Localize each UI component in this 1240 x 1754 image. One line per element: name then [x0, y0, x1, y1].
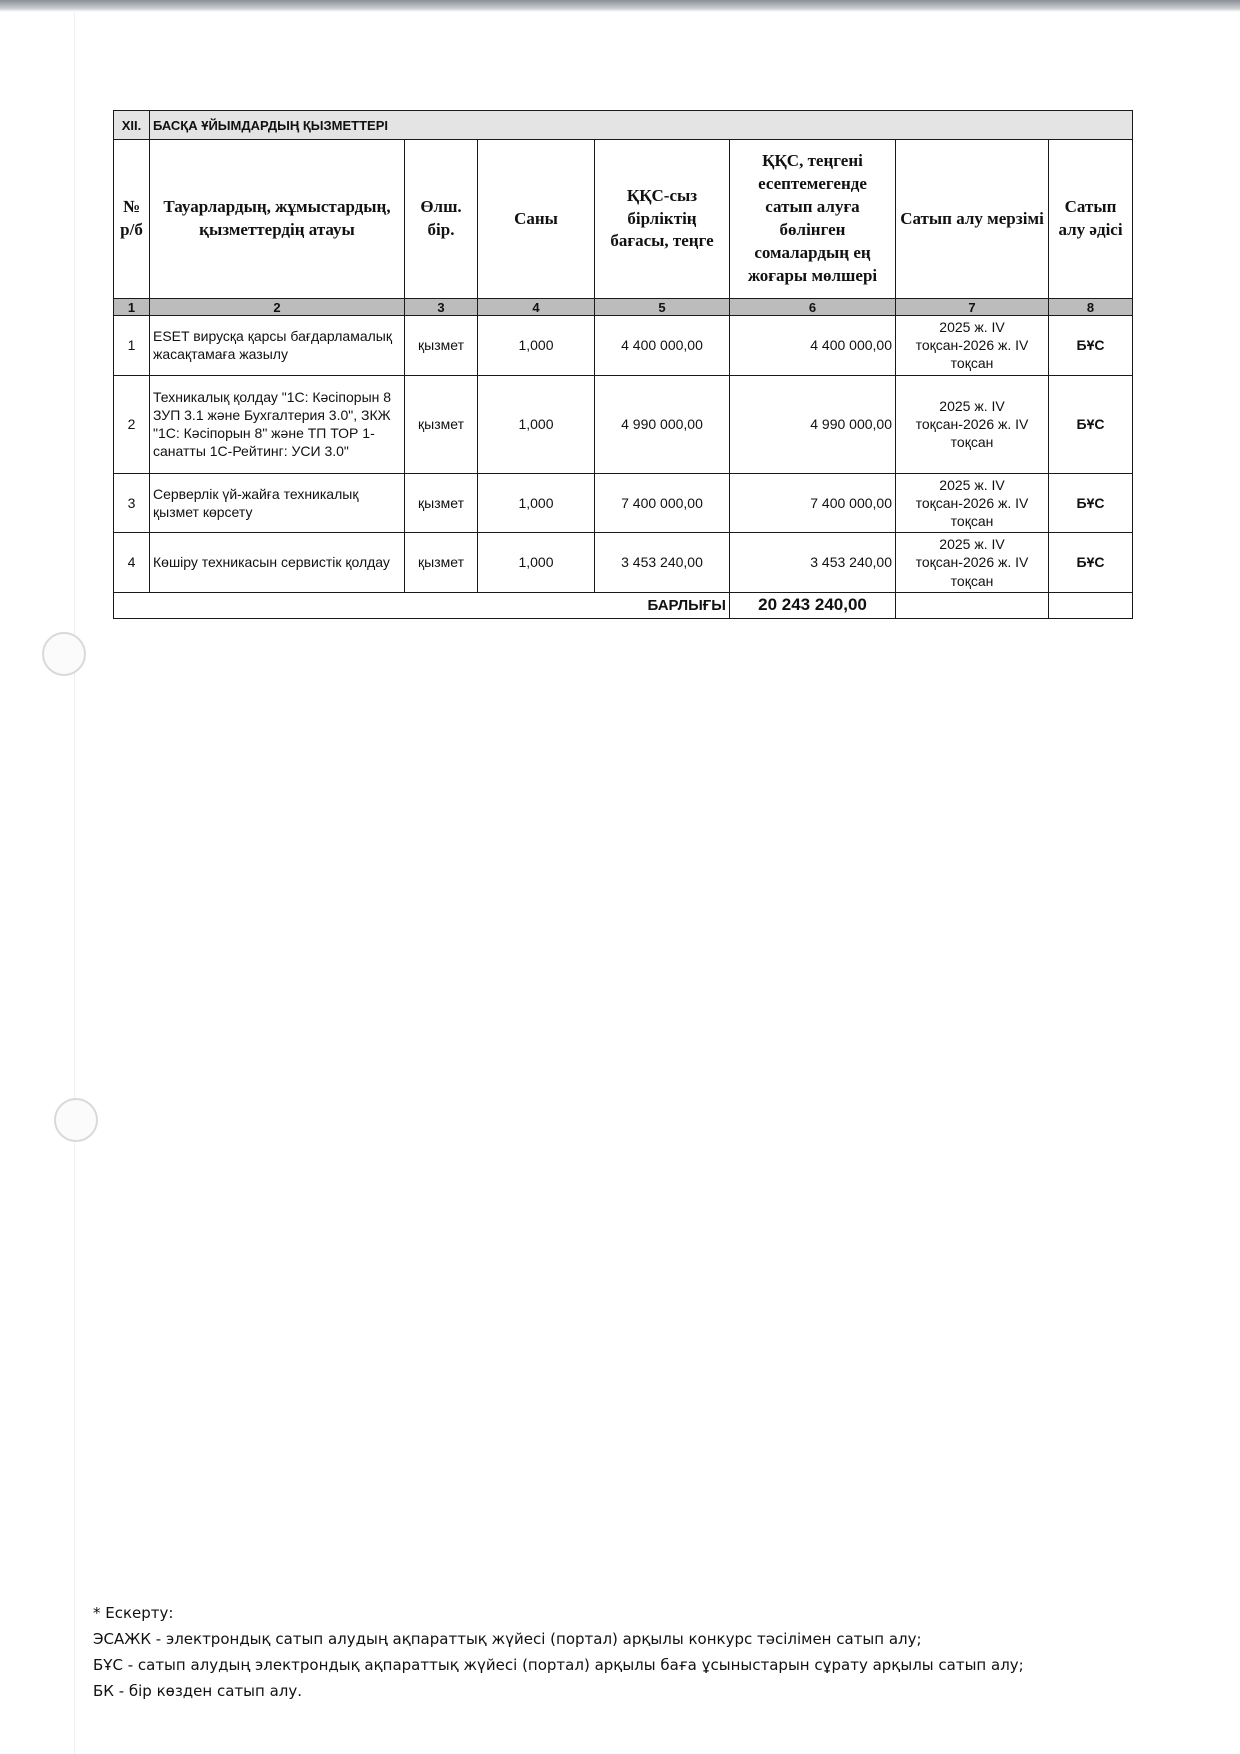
punch-hole: [42, 632, 86, 676]
column-number-row: [114, 299, 1133, 316]
item-quantity: 1,000: [478, 375, 595, 473]
item-method: БҰС: [1049, 316, 1133, 376]
total-label: БАРЛЫҒЫ: [114, 592, 730, 618]
column-number: 6: [730, 299, 896, 316]
item-period: 2025 ж. IV тоқсан-2026 ж. IV тоқсан: [896, 533, 1049, 593]
item-name: Көшіру техникасын сервистік қолдау: [150, 533, 405, 593]
item-period: 2025 ж. IV тоқсан-2026 ж. IV тоқсан: [896, 375, 1049, 473]
col-header-method: Сатып алу әдісі: [1049, 140, 1133, 299]
item-max-amount: 3 453 240,00: [730, 533, 896, 593]
total-row: [114, 592, 1133, 618]
item-name: Серверлік үй-жайға техникалық қызмет көрсету: [150, 473, 405, 533]
row-number: 4: [114, 533, 150, 593]
column-number: 4: [478, 299, 595, 316]
row-number: 3: [114, 473, 150, 533]
margin-line: [74, 12, 75, 1754]
column-number: 1: [114, 299, 150, 316]
col-header-name: Тауарлардың, жұмыстардың, қызметтердің атауы: [150, 140, 405, 299]
table-row: [114, 316, 1133, 376]
item-unit: қызмет: [405, 316, 478, 376]
footnote-line: ЭСАЖК - электрондық сатып алудың ақпараттық жүйесі (портал) арқылы конкурс тәсілімен сатып алу;: [93, 1630, 922, 1648]
column-number: 2: [150, 299, 405, 316]
item-max-amount: 7 400 000,00: [730, 473, 896, 533]
section-number: XII.: [114, 111, 150, 140]
item-unit-price: 4 990 000,00: [595, 375, 730, 473]
item-max-amount: 4 400 000,00: [730, 316, 896, 376]
column-number: 7: [896, 299, 1049, 316]
item-quantity: 1,000: [478, 316, 595, 376]
item-method: БҰС: [1049, 473, 1133, 533]
item-name: ESET вирусқа қарсы бағдарламалық жасақтамаға жазылу: [150, 316, 405, 376]
section-title: БАСҚА ҰЙЫМДАРДЫҢ ҚЫЗМЕТТЕРІ: [150, 111, 1133, 140]
item-period: 2025 ж. IV тоқсан-2026 ж. IV тоқсан: [896, 316, 1049, 376]
footnote: [93, 1600, 1193, 1704]
section-header-row: [114, 111, 1133, 140]
services-table: [113, 110, 1133, 619]
item-quantity: 1,000: [478, 473, 595, 533]
total-value: 20 243 240,00: [730, 592, 896, 618]
col-header-quantity: Саны: [478, 140, 595, 299]
table-row: [114, 533, 1133, 593]
col-header-unit-price: ҚҚС-сыз бірліктің бағасы, теңге: [595, 140, 730, 299]
footnote-line: БҰС - сатып алудың электрондық ақпараттық жүйесі (портал) арқылы баға ұсыныстарын сұрату арқылы сатып алу;: [93, 1656, 1024, 1674]
column-number: 8: [1049, 299, 1133, 316]
footnote-line: БК - бір көзден сатып алу.: [93, 1682, 303, 1700]
item-unit: қызмет: [405, 473, 478, 533]
item-unit: қызмет: [405, 375, 478, 473]
row-number: 1: [114, 316, 150, 376]
column-header-row: [114, 140, 1133, 299]
item-name: Техникалық қолдау "1С: Кәсіпорын 8 ЗУП 3.1 және Бухгалтерия 3.0", ЗКЖ "1С: Кәсіпорын 8" және ТП ТОР 1-санатты 1С-Рейтинг: УСИ 3.0": [150, 375, 405, 473]
item-unit: қызмет: [405, 533, 478, 593]
col-header-number: № р/б: [114, 140, 150, 299]
item-quantity: 1,000: [478, 533, 595, 593]
item-unit-price: 7 400 000,00: [595, 473, 730, 533]
item-max-amount: 4 990 000,00: [730, 375, 896, 473]
punch-hole: [54, 1098, 98, 1142]
total-empty-cell: [896, 592, 1049, 618]
scan-edge: [0, 0, 1240, 12]
table-row: [114, 375, 1133, 473]
col-header-period: Сатып алу мерзімі: [896, 140, 1049, 299]
total-empty-cell: [1049, 592, 1133, 618]
row-number: 2: [114, 375, 150, 473]
col-header-unit: Өлш. бір.: [405, 140, 478, 299]
item-period: 2025 ж. IV тоқсан-2026 ж. IV тоқсан: [896, 473, 1049, 533]
item-method: БҰС: [1049, 375, 1133, 473]
table-row: [114, 473, 1133, 533]
item-unit-price: 4 400 000,00: [595, 316, 730, 376]
footnote-title: * Ескерту:: [93, 1604, 174, 1622]
item-method: БҰС: [1049, 533, 1133, 593]
item-unit-price: 3 453 240,00: [595, 533, 730, 593]
column-number: 5: [595, 299, 730, 316]
column-number: 3: [405, 299, 478, 316]
col-header-max-amount: ҚҚС, теңгені есептемегенде сатып алуға бөлінген сомалардың ең жоғары мөлшері: [730, 140, 896, 299]
